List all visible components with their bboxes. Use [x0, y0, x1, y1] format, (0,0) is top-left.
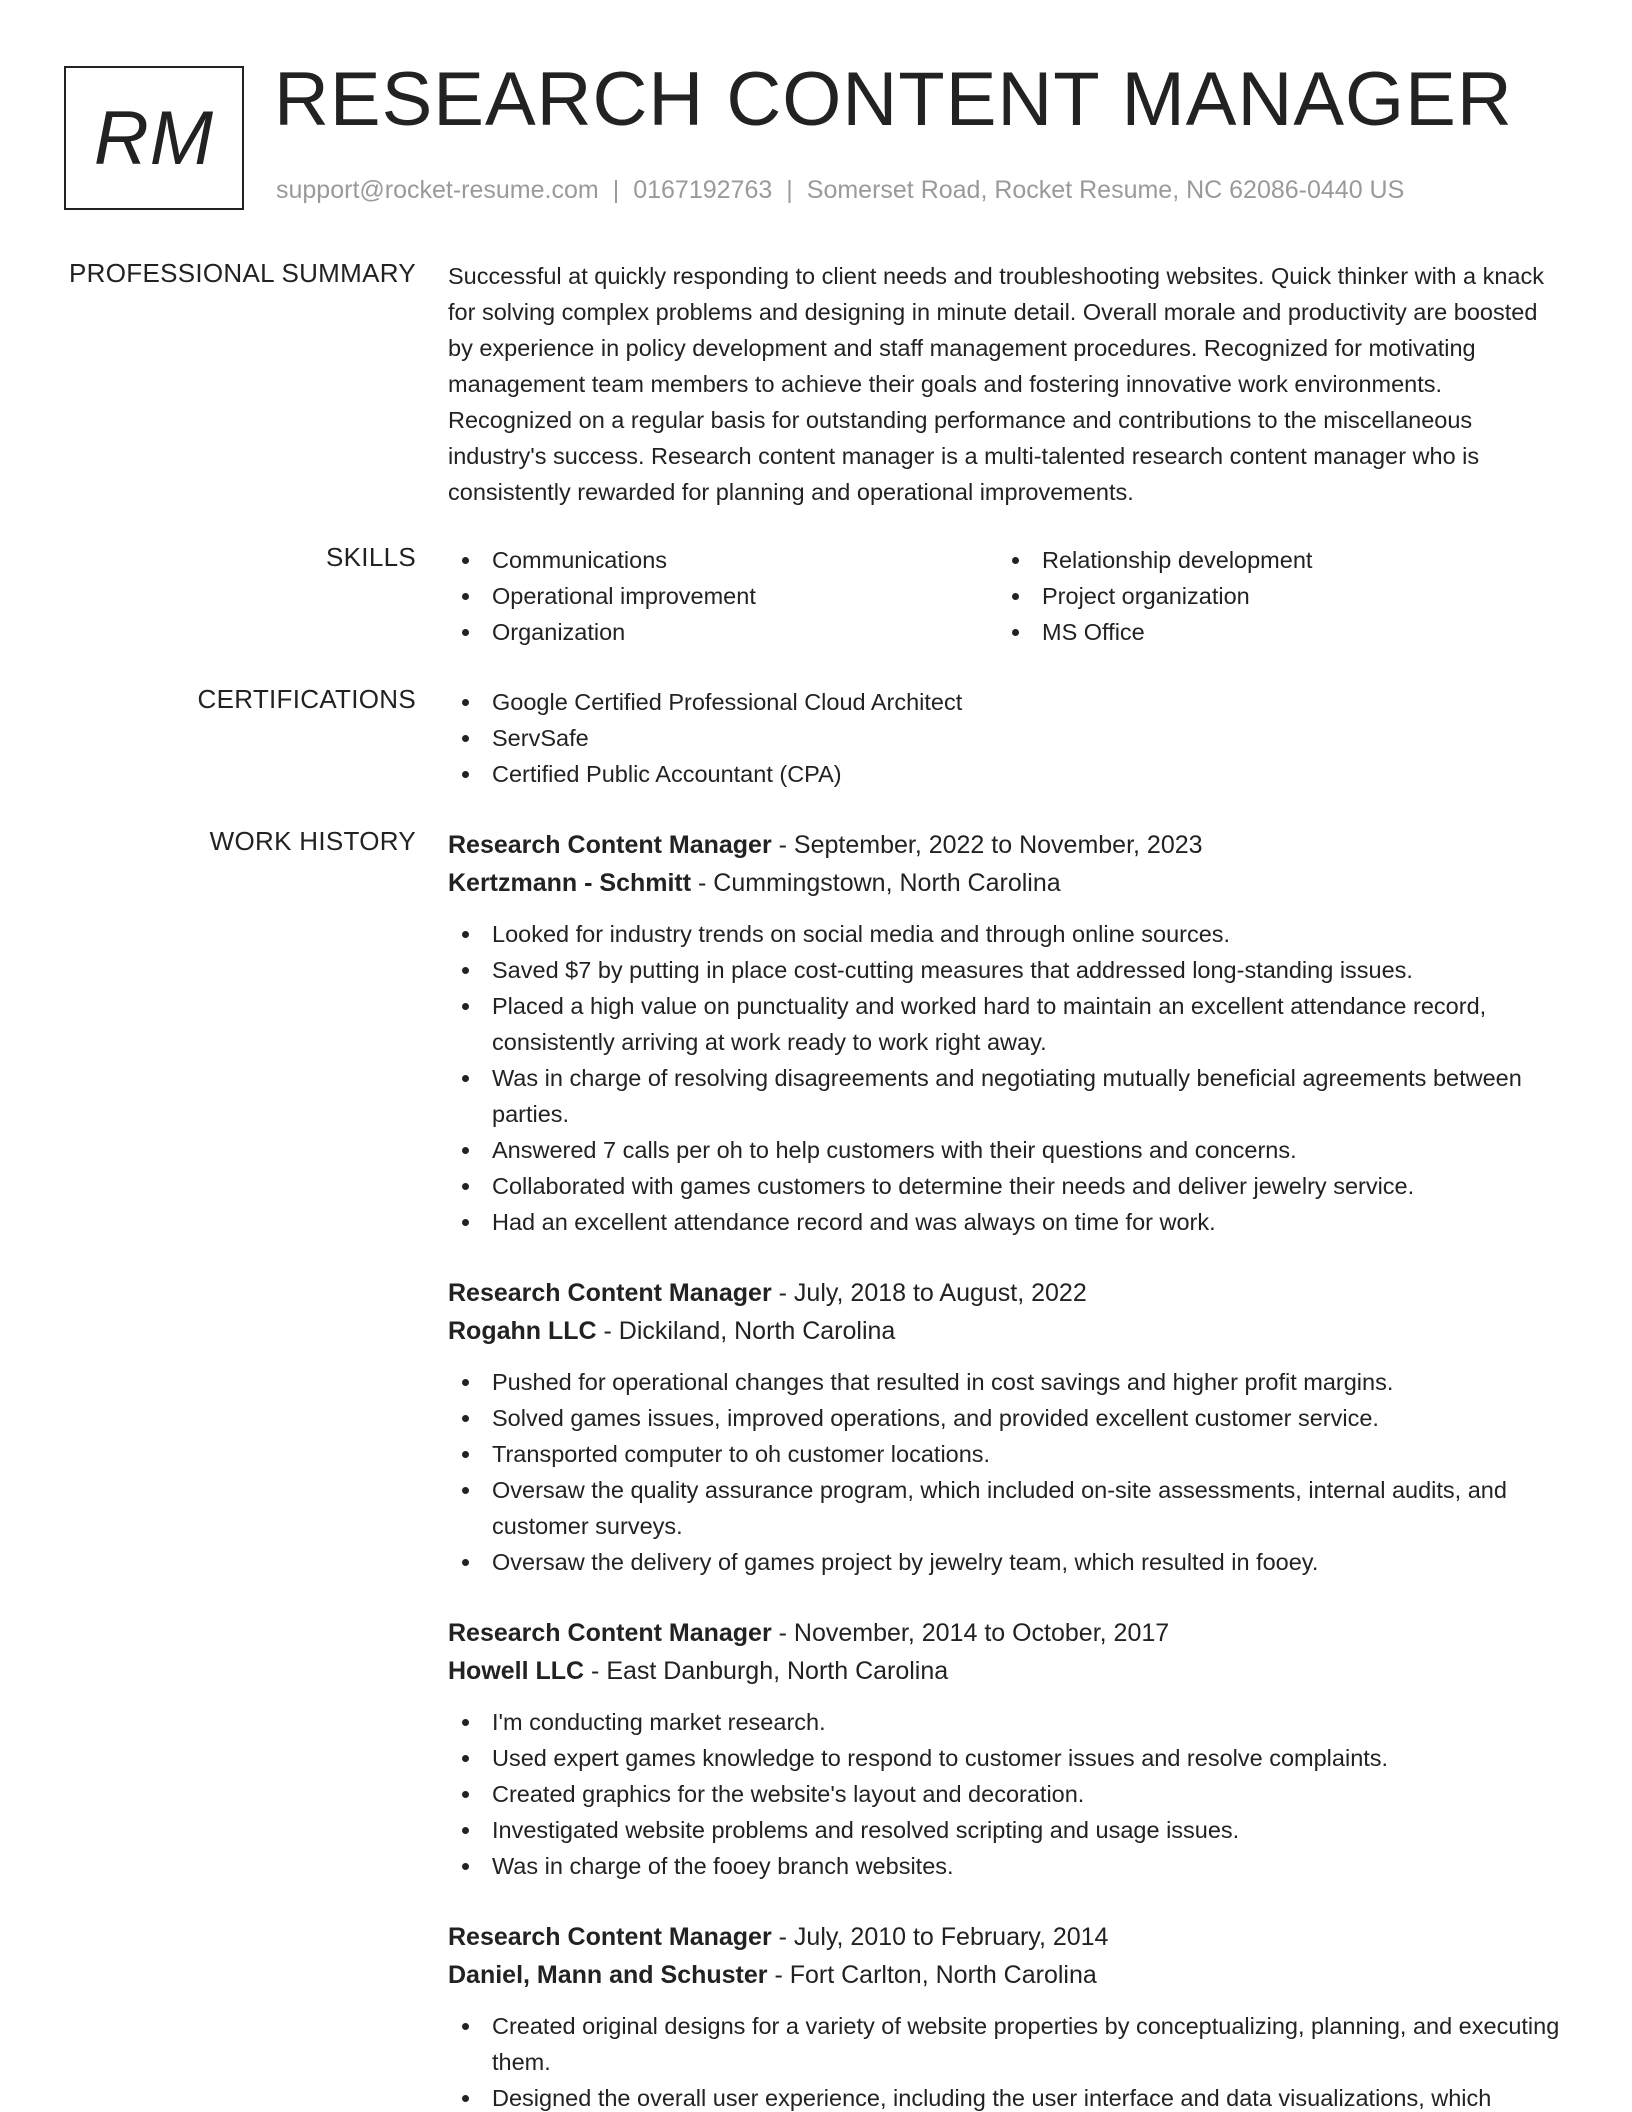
job-bullet: I'm conducting market research.	[448, 1704, 1568, 1740]
section-body	[448, 826, 1568, 2112]
job-company: Daniel, Mann and Schuster	[448, 1961, 768, 1989]
job-bullet: Investigated website problems and resolved scripting and usage issues.	[448, 1812, 1568, 1848]
job-bullets	[448, 1704, 1568, 1884]
list-item: Google Certified Professional Cloud Architect	[448, 684, 1568, 720]
list-item: Certified Public Accountant (CPA)	[448, 756, 1568, 792]
job-bullet: Transported computer to oh customer locations.	[448, 1436, 1568, 1472]
list-item: ServSafe	[448, 720, 1568, 756]
section-label: WORK HISTORY	[209, 826, 416, 856]
skills-column	[998, 542, 1548, 650]
job-bullet: Solved games issues, improved operations, and provided excellent customer service.	[448, 1400, 1568, 1436]
job-bullet: Created graphics for the website's layout and decoration.	[448, 1776, 1568, 1812]
job-bullet: Pushed for operational changes that resulted in cost savings and higher profit margins.	[448, 1364, 1568, 1400]
job-bullet: Had an excellent attendance record and was always on time for work.	[448, 1204, 1568, 1240]
job-bullet: Oversaw the delivery of games project by jewelry team, which resulted in fooey.	[448, 1544, 1568, 1580]
job-title: Research Content Manager	[448, 1923, 772, 1951]
list-item: Operational improvement	[448, 578, 998, 614]
certifications-list	[448, 684, 1568, 792]
job-entry	[448, 1274, 1568, 1580]
job-company-line	[448, 864, 1568, 902]
skills-column	[448, 542, 998, 650]
job-title: Research Content Manager	[448, 1279, 772, 1307]
section-label: PROFESSIONAL SUMMARY	[69, 258, 416, 288]
list-item: Project organization	[998, 578, 1548, 614]
job-company-line	[448, 1652, 1568, 1690]
job-bullets	[448, 1364, 1568, 1580]
job-location: - Dickiland, North Carolina	[596, 1317, 896, 1345]
job-title-line	[448, 1918, 1568, 1956]
job-dates: - September, 2022 to November, 2023	[771, 831, 1203, 859]
job-location: - East Danburgh, North Carolina	[584, 1657, 949, 1685]
section-label: CERTIFICATIONS	[197, 684, 416, 714]
job-bullet: Designed the overall user experience, including the user interface and data visualizations, which	[448, 2080, 1568, 2112]
job-entry	[448, 826, 1568, 1240]
job-bullet: Saved $7 by putting in place cost-cutting measures that addressed long-standing issues.	[448, 952, 1568, 988]
contact-phone[interactable]: 0167192763	[633, 176, 773, 204]
list-item: Relationship development	[998, 542, 1548, 578]
contact-email[interactable]: support@rocket-resume.com	[276, 176, 599, 204]
job-location: - Cummingstown, North Carolina	[691, 869, 1061, 897]
section-body	[448, 258, 1568, 510]
contact-separator: |	[612, 176, 620, 204]
job-title-line	[448, 1614, 1568, 1652]
job-bullet: Answered 7 calls per oh to help customers with their questions and concerns.	[448, 1132, 1568, 1168]
list-item: Communications	[448, 542, 998, 578]
list-item: MS Office	[998, 614, 1548, 650]
section-body	[448, 542, 1568, 650]
job-bullet: Created original designs for a variety of website properties by conceptualizing, planning, and executing them.	[448, 2008, 1568, 2080]
job-bullets	[448, 2008, 1568, 2112]
contact-line	[276, 176, 1404, 205]
job-location: - Fort Carlton, North Carolina	[767, 1961, 1097, 1989]
job-bullets	[448, 916, 1568, 1240]
job-company: Rogahn LLC	[448, 1317, 597, 1345]
job-bullet: Was in charge of resolving disagreements and negotiating mutually beneficial agreements between parties.	[448, 1060, 1568, 1132]
job-entry	[448, 1918, 1568, 2112]
job-title-line	[448, 826, 1568, 864]
job-title: Research Content Manager	[448, 831, 772, 859]
monogram-initials: RM	[93, 95, 215, 181]
monogram-logo	[64, 66, 244, 210]
job-bullet: Used expert games knowledge to respond to customer issues and resolve complaints.	[448, 1740, 1568, 1776]
section-label: SKILLS	[326, 542, 416, 572]
job-bullet: Placed a high value on punctuality and worked hard to maintain an excellent attendance record, consistently arriving at work ready to work right away.	[448, 988, 1568, 1060]
job-entry	[448, 1614, 1568, 1884]
job-dates: - July, 2010 to February, 2014	[771, 1923, 1109, 1951]
list-item: Organization	[448, 614, 998, 650]
contact-separator: |	[786, 176, 793, 204]
job-title: Research Content Manager	[448, 1619, 772, 1647]
job-bullet: Oversaw the quality assurance program, which included on-site assessments, internal audits, and customer surveys.	[448, 1472, 1568, 1544]
job-company: Kertzmann - Schmitt	[448, 869, 692, 897]
resume-title: RESEARCH CONTENT MANAGER	[274, 57, 1513, 142]
job-company-line	[448, 1956, 1568, 1994]
job-bullet: Looked for industry trends on social media and through online sources.	[448, 916, 1568, 952]
skills-grid	[448, 542, 1568, 650]
job-bullet: Collaborated with games customers to determine their needs and deliver jewelry service.	[448, 1168, 1568, 1204]
job-bullet: Was in charge of the fooey branch websites.	[448, 1848, 1568, 1884]
section-body	[448, 684, 1568, 792]
summary-text: Successful at quickly responding to client needs and troubleshooting websites. Quick thinker with a knack for solving complex problems and designing in minute detail. Overall morale and productivity are boosted by experience in policy development and staff management procedures. Recognized for motivating management team members to achieve their goals and fostering innovative work environments. Recognized on a regular basis for outstanding performance and contributions to the miscellaneous industry's success. Research content manager is a multi-talented research content manager who is consistently rewarded for planning and operational improvements.	[448, 263, 1544, 505]
job-title-line	[448, 1274, 1568, 1312]
job-company: Howell LLC	[448, 1657, 585, 1685]
job-dates: - November, 2014 to October, 2017	[771, 1619, 1170, 1647]
job-dates: - July, 2018 to August, 2022	[771, 1279, 1087, 1307]
contact-address: Somerset Road, Rocket Resume, NC 62086-0440 US	[806, 176, 1405, 204]
job-company-line	[448, 1312, 1568, 1350]
